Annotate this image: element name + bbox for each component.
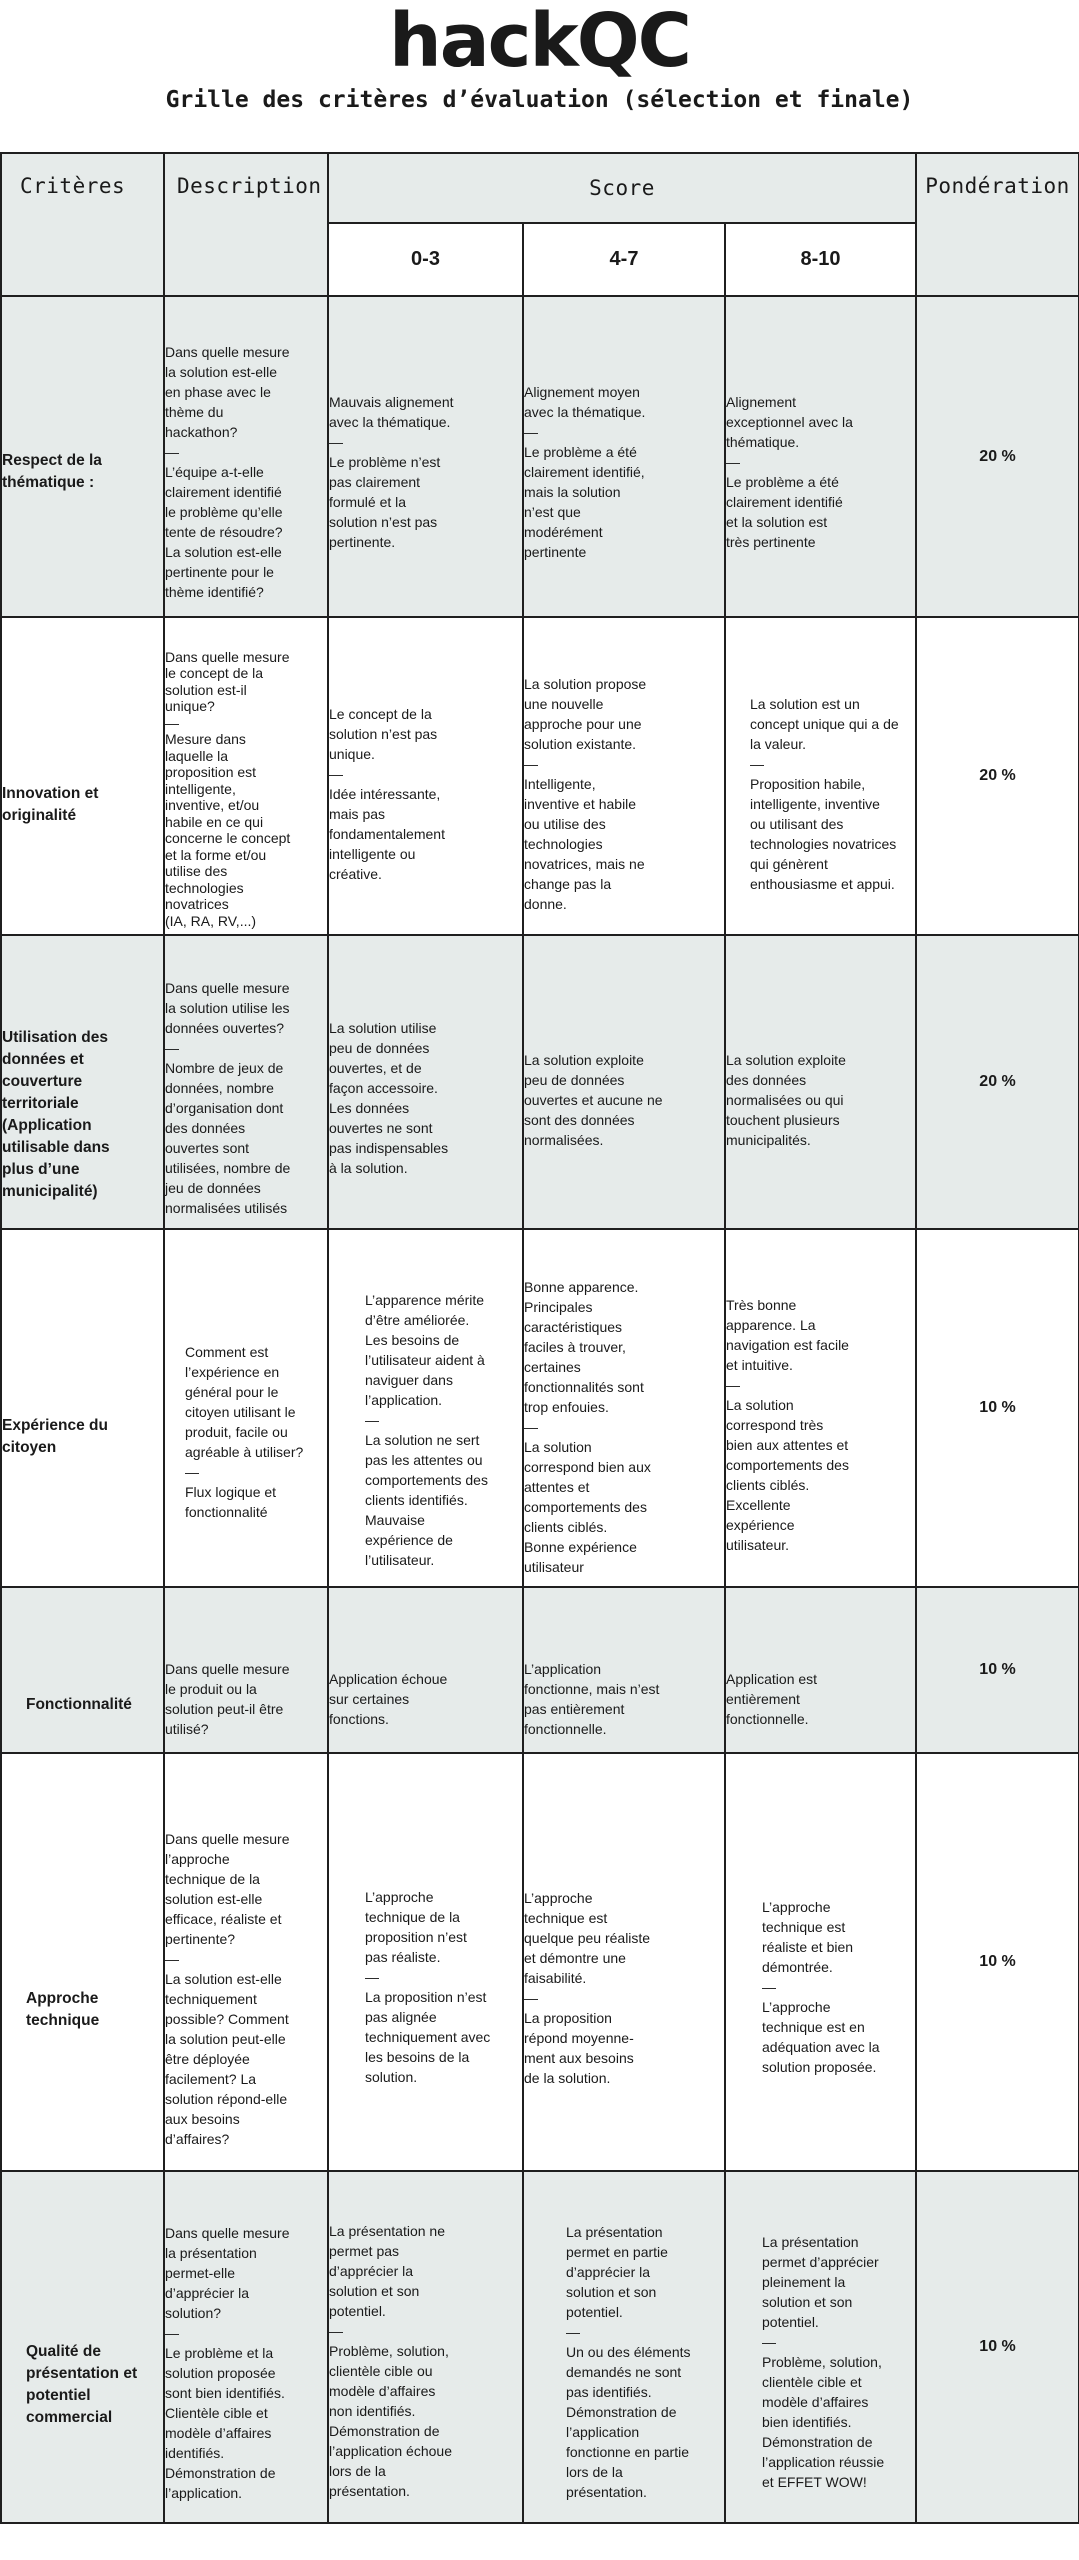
score-8-10-text: L’approche technique est réaliste et bien démontrée. — L’approche technique est en adéquation avec la solution proposée.: [762, 1899, 880, 2075]
weight-value: 20 %: [979, 767, 1016, 784]
score-0-3-text: La présentation ne permet pas d’apprécier la solution et son potentiel. — Problème, solution, clientèle cible ou modèle d’affaires non identifiés. Démonstration de l’application échoue lors de la présentation.: [329, 2223, 452, 2499]
score-0-3-text: Mauvais alignement avec la thématique. — Le problème n’est pas clairement formulé et la solution n’est pas pertinente.: [329, 393, 454, 550]
criterion-description: Dans quelle mesure la présentation permet-elle d’apprécier la solution? — Le problème et la solution proposée sont bien identifiés. Clientèle cible et modèle d’affaires identifiés. Démonstration de l’application.: [165, 2225, 290, 2501]
criterion-label: Innovation et originalité: [2, 785, 99, 824]
score-4-7-text: Bonne apparence. Principales caractéristiques faciles à trouver, certaines fonctionnalités sont trop enfouies. — La solution correspond bien aux attentes et comportements des clients ciblés. Bonne expérience utilisateur: [524, 1279, 651, 1575]
score-8-10-text: Alignement exceptionnel avec la thématique. — Le problème a été clairement identifié et la solution est très pertinente: [726, 393, 853, 550]
table-row: [1, 1229, 1079, 1587]
score-8-10-text: La solution est un concept unique qui a de la valeur. — Proposition habile, intelligente, inventive ou utilisant des technologies novatrices qui génèrent enthousiasme et appui.: [750, 696, 899, 892]
page-title: Grille des critères d’évaluation (sélection et finale): [165, 87, 914, 113]
weight-value: 10 %: [979, 1661, 1016, 1678]
score-4-7-text: L’approche technique est quelque peu réaliste et démontre une faisabilité. — La proposition répond moyenne- ment aux besoins de la solution.: [524, 1890, 651, 2086]
criterion-description: Dans quelle mesure le produit ou la solution peut-il être utilisé?: [165, 1661, 290, 1737]
criterion-description: Dans quelle mesure la solution est-elle en phase avec le thème du hackathon? — L’équipe a-t-elle clairement identifié le problème qu’elle tente de résoudre? La solution est-elle pertinente pour le thème identifié?: [165, 343, 290, 600]
weight-value: 20 %: [979, 1073, 1016, 1090]
table-row: [1, 935, 1079, 1229]
score-0-3-text: L’approche technique de la proposition n’est pas réaliste. — La proposition n’est pas alignée techniquement avec les besoins de la solution.: [365, 1889, 491, 2085]
criterion-description: Dans quelle mesure le concept de la solution est-il unique? — Mesure dans laquelle la proposition est intelligente, inventive, et/ou habile en ce qui concerne le concept et la forme et/ou utilise des technologies novatrices (IA, RA, RV,...): [165, 648, 291, 929]
score-0-3-text: La solution utilise peu de données ouvertes, et de façon accessoire. Les données ouvertes ne sont pas indispensables à la solution.: [329, 1020, 449, 1176]
criterion-label: Respect de la thématique :: [2, 451, 102, 491]
weight-value: 10 %: [979, 1399, 1016, 1416]
score-range-0-3: 0-3: [328, 223, 523, 296]
score-range-8-10: 8-10: [725, 223, 916, 296]
score-8-10-text: La solution exploite des données normalisées ou qui touchent plusieurs municipalités.: [726, 1052, 846, 1148]
table-row: [1, 1753, 1079, 2171]
criterion-label: Utilisation des données et couverture territoriale (Application utilisable dans plus d’une municipalité): [2, 1029, 110, 1200]
criterion-description: Dans quelle mesure la solution utilise les données ouvertes? — Nombre de jeux de données, nombre d’organisation dont des données ouvertes sont utilisées, nombre de jeu de données normalisées utilisés: [165, 980, 291, 1216]
score-4-7-text: L’application fonctionne, mais n’est pas entièrement fonctionnelle.: [524, 1661, 660, 1737]
column-header-criteria: Critères: [1, 153, 164, 296]
criterion-label: Approche technique: [26, 1990, 100, 2029]
criterion-label: Fonctionnalité: [26, 1696, 132, 1713]
score-4-7-text: La solution propose une nouvelle approche pour une solution existante. — Intelligente, inventive et habile ou utilise des technologies novatrices, mais ne change pas la donne.: [524, 676, 647, 912]
column-header-score: Score: [328, 153, 916, 223]
table-row: [1, 617, 1079, 935]
score-8-10-text: Très bonne apparence. La navigation est facile et intuitive. — La solution correspond très bien aux attentes et comportements des clients ciblés. Excellente expérience utilisateur.: [726, 1297, 849, 1553]
score-range-4-7: 4-7: [523, 223, 725, 296]
criterion-label: Qualité de présentation et potentiel commercial: [26, 2343, 138, 2426]
table-row: [1, 1587, 1079, 1753]
score-8-10-text: Application est entièrement fonctionnelle.: [726, 1671, 818, 1727]
weight-value: 20 %: [979, 447, 1016, 465]
criterion-description: Comment est l’expérience en général pour le citoyen utilisant le produit, facile ou agréable à utiliser? — Flux logique et fonctionnalité: [185, 1344, 304, 1520]
score-0-3-text: Application échoue sur certaines fonctions.: [329, 1671, 448, 1727]
table-row: [1, 2171, 1079, 2523]
evaluation-criteria-table: [0, 152, 1079, 2524]
score-0-3-text: L’apparence mérite d’être améliorée. Les besoins de l’utilisateur aident à naviguer dans l’application. — La solution ne sert pas les attentes ou comportements des clients identifiés. Mauvaise expérience de l’utilisateur.: [365, 1292, 488, 1568]
score-4-7-text: La présentation permet en partie d’apprécier la solution et son potentiel. — Un ou des éléments demandés ne sont pas identifiés. Démonstration de l’application fonctionne en partie lors de la présentation.: [566, 2224, 691, 2500]
score-4-7-text: Alignement moyen avec la thématique. — Le problème a été clairement identifié, mais la solution n’est que modérément pertinente: [524, 383, 646, 560]
hackqc-logo: hackQC: [389, 0, 690, 84]
criterion-description: Dans quelle mesure l’approche technique de la solution est-elle efficace, réaliste et pertinente? — La solution est-elle techniquement possible? Comment la solution peut-elle être déployée facilement? La solution répond-elle aux besoins d’affaires?: [165, 1831, 290, 2147]
weight-value: 10 %: [979, 2338, 1016, 2355]
table-row: [1, 296, 1079, 617]
score-8-10-text: La présentation permet d’apprécier pleinement la solution et son potentiel. — Problème, solution, clientèle cible et modèle d’affaires bien identifiés. Démonstration de l’application réussie et EFFET WOW!: [762, 2234, 885, 2490]
score-0-3-text: Le concept de la solution n’est pas unique. — Idée intéressante, mais pas fondamentalement intelligente ou créative.: [329, 706, 445, 882]
column-header-description: Description: [164, 153, 328, 296]
criterion-label: Expérience du citoyen: [2, 1417, 108, 1456]
weight-value: 10 %: [979, 1953, 1016, 1970]
score-4-7-text: La solution exploite peu de données ouvertes et aucune ne sont des données normalisées.: [524, 1052, 663, 1148]
column-header-weight: Pondération: [916, 153, 1079, 296]
